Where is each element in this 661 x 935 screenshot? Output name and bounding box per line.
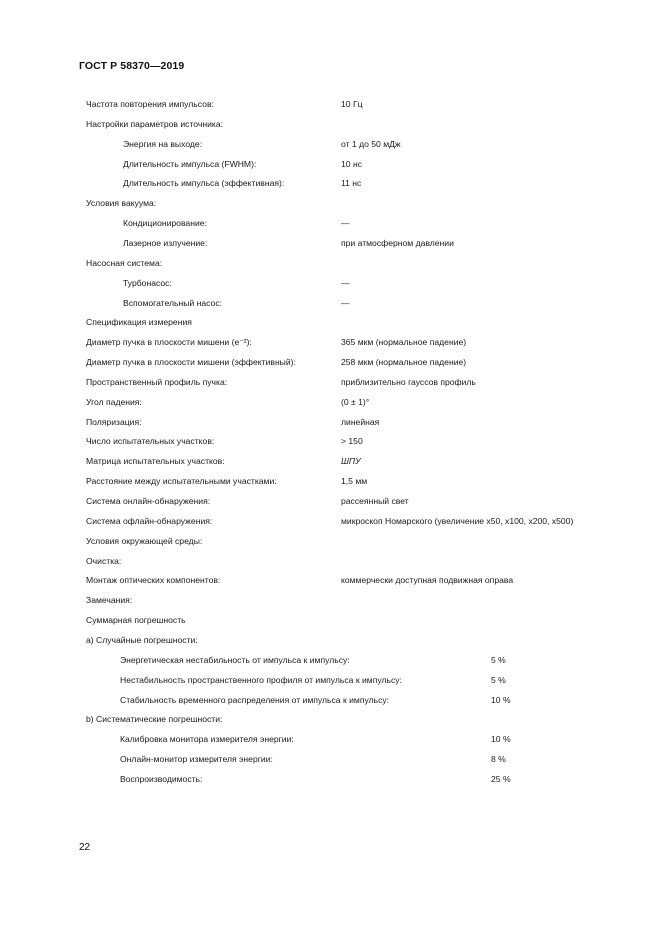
spec-value: 258 мкм (нормальное падение) bbox=[341, 357, 467, 367]
spec-value: линейная bbox=[341, 417, 380, 427]
spec-value: ШПУ bbox=[341, 456, 361, 466]
spec-row bbox=[0, 633, 661, 647]
spec-row bbox=[0, 117, 661, 131]
spec-label: Замечания: bbox=[86, 595, 133, 605]
spec-label: Система офлайн-обнаружения: bbox=[86, 516, 213, 526]
spec-label: Нестабильность пространственного профиля от импульса к импульсу: bbox=[120, 675, 402, 685]
spec-row bbox=[0, 712, 661, 726]
spec-row bbox=[0, 176, 661, 190]
spec-row bbox=[0, 514, 661, 528]
spec-label: Диаметр пучка в плоскости мишени (e⁻²): bbox=[86, 337, 252, 347]
spec-row bbox=[0, 256, 661, 270]
spec-label: Вспомогательный насос: bbox=[123, 298, 223, 308]
spec-label: Энергетическая нестабильность от импульса к импульсу: bbox=[120, 655, 350, 665]
spec-row bbox=[0, 534, 661, 548]
spec-row bbox=[0, 752, 661, 766]
spec-label: Число испытательных участков: bbox=[86, 436, 215, 446]
spec-row bbox=[0, 772, 661, 786]
spec-row bbox=[0, 335, 661, 349]
spec-row bbox=[0, 395, 661, 409]
page-number: 22 bbox=[79, 842, 91, 853]
spec-value: > 150 bbox=[341, 436, 363, 446]
spec-row bbox=[0, 296, 661, 310]
spec-value: 365 мкм (нормальное падение) bbox=[341, 337, 467, 347]
spec-label: Лазерное излучение: bbox=[123, 238, 208, 248]
spec-row bbox=[0, 236, 661, 250]
spec-label: Поляризация: bbox=[86, 417, 142, 427]
spec-row bbox=[0, 355, 661, 369]
spec-row bbox=[0, 573, 661, 587]
spec-label: Настройки параметров источника: bbox=[86, 119, 224, 129]
spec-row bbox=[0, 276, 661, 290]
spec-value: приблизительно гауссов профиль bbox=[341, 377, 476, 387]
spec-value: коммерчески доступная подвижная оправа bbox=[341, 575, 514, 585]
spec-value: 10 нс bbox=[341, 159, 362, 169]
spec-value: — bbox=[341, 278, 350, 288]
spec-label: Пространственный профиль пучка: bbox=[86, 377, 228, 387]
spec-value: — bbox=[341, 218, 350, 228]
spec-label: Воспроизводимость: bbox=[120, 774, 203, 784]
spec-label: Частота повторения импульсов: bbox=[86, 99, 214, 109]
spec-row bbox=[0, 673, 661, 687]
spec-row bbox=[0, 415, 661, 429]
spec-label: Онлайн-монитор измерителя энергии: bbox=[120, 754, 273, 764]
spec-label: Диаметр пучка в плоскости мишени (эффективный): bbox=[86, 357, 296, 367]
spec-value: 5 % bbox=[491, 655, 506, 665]
spec-value: рассеянный свет bbox=[341, 496, 409, 506]
spec-label: b) Систематические погрешности: bbox=[86, 714, 223, 724]
spec-row bbox=[0, 216, 661, 230]
spec-label: Условия вакуума: bbox=[86, 198, 157, 208]
spec-row bbox=[0, 693, 661, 707]
spec-label: Спецификация измерения bbox=[86, 317, 192, 327]
spec-value: 10 % bbox=[491, 734, 511, 744]
spec-label: Монтаж оптических компонентов: bbox=[86, 575, 221, 585]
spec-label: Суммарная погрешность bbox=[86, 615, 186, 625]
spec-row bbox=[0, 554, 661, 568]
spec-row bbox=[0, 653, 661, 667]
spec-row bbox=[0, 97, 661, 111]
spec-value: микроскоп Номарского (увеличение x50, x100, x200, x500) bbox=[341, 516, 574, 526]
spec-value: (0 ± 1)° bbox=[341, 397, 370, 407]
spec-value: 10 % bbox=[491, 695, 511, 705]
spec-row bbox=[0, 454, 661, 468]
spec-label: Очистка: bbox=[86, 556, 122, 566]
spec-label: Условия окружающей среды: bbox=[86, 536, 203, 546]
spec-label: Угол падения: bbox=[86, 397, 142, 407]
spec-value: 1,5 мм bbox=[341, 476, 368, 486]
spec-row bbox=[0, 434, 661, 448]
spec-row bbox=[0, 593, 661, 607]
spec-value: — bbox=[341, 298, 350, 308]
spec-label: Насосная система: bbox=[86, 258, 163, 268]
spec-label: Система онлайн-обнаружения: bbox=[86, 496, 211, 506]
spec-label: Энергия на выходе: bbox=[123, 139, 203, 149]
spec-row bbox=[0, 732, 661, 746]
spec-label: Калибровка монитора измерителя энергии: bbox=[120, 734, 294, 744]
spec-label: a) Случайные погрешности: bbox=[86, 635, 198, 645]
spec-label: Матрица испытательных участков: bbox=[86, 456, 225, 466]
spec-row bbox=[0, 137, 661, 151]
spec-label: Турбонасос: bbox=[123, 278, 172, 288]
spec-value: 10 Гц bbox=[341, 99, 363, 109]
spec-value: 8 % bbox=[491, 754, 506, 764]
spec-label: Длительность импульса (FWHM): bbox=[123, 159, 257, 169]
spec-row bbox=[0, 157, 661, 171]
spec-row bbox=[0, 474, 661, 488]
spec-row bbox=[0, 494, 661, 508]
spec-value: от 1 до 50 мДж bbox=[341, 139, 401, 149]
spec-row bbox=[0, 375, 661, 389]
spec-row bbox=[0, 613, 661, 627]
spec-label: Длительность импульса (эффективная): bbox=[123, 178, 285, 188]
spec-label: Кондиционирование: bbox=[123, 218, 207, 228]
spec-label: Стабильность временного распределения от импульса к импульсу: bbox=[120, 695, 390, 705]
spec-value: 5 % bbox=[491, 675, 506, 685]
spec-value: 25 % bbox=[491, 774, 511, 784]
spec-label: Расстояние между испытательными участками: bbox=[86, 476, 277, 486]
spec-value: 11 нс bbox=[341, 178, 362, 188]
spec-row bbox=[0, 315, 661, 329]
document-header: ГОСТ Р 58370—2019 bbox=[79, 60, 185, 72]
spec-value: при атмосферном давлении bbox=[341, 238, 454, 248]
spec-row bbox=[0, 196, 661, 210]
